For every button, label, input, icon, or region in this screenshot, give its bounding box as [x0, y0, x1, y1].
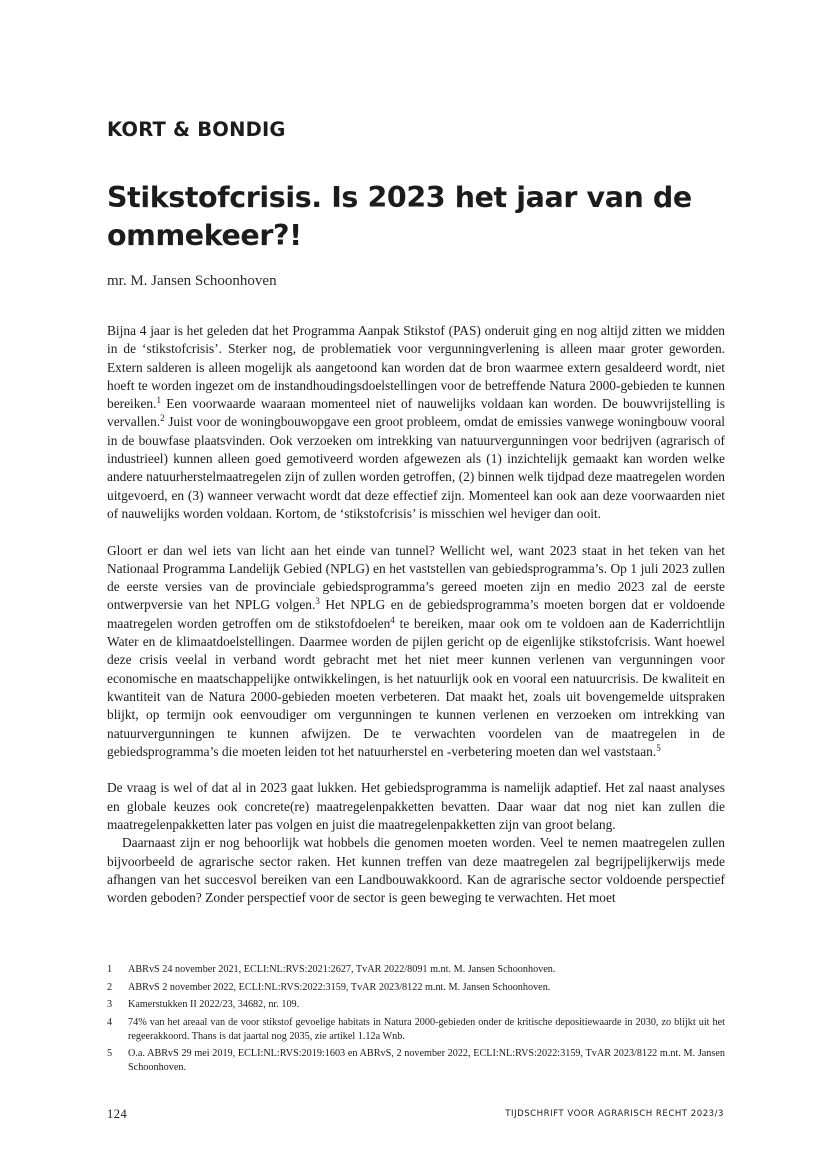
paragraph-4: Daarnaast zijn er nog behoorlijk wat hobbels die genomen moeten worden. Veel te nemen maatregelen zullen bijvoorbeeld de agrarische sector raken. Het kunnen treffen van deze maatregelen zal begrijpelijkerwijs mede afhangen van het succesvol bereiken van een Landbouwakkoord. Kan de agrarische sector voldoende perspectief worden geboden? Zonder perspectief voor de sector is geen beweging te verwachten. Het moet	[107, 835, 725, 906]
section-label: KORT & BONDIG	[107, 118, 286, 141]
footnote-number: 3	[107, 999, 113, 1010]
journal-name: TIJDSCHRIFT VOOR AGRARISCH RECHT 2023/3	[505, 1109, 724, 1119]
article-title: Stikstofcrisis. Is 2023 het jaar van de ommekeer?!	[107, 181, 692, 252]
footnote-text: ABRvS 24 november 2021, ECLI:NL:RVS:2021:2627, TvAR 2022/8091 m.nt. M. Jansen Schoonhoven.	[128, 964, 556, 975]
footnote-text: Kamerstukken II 2022/23, 34682, nr. 109.	[128, 999, 300, 1010]
footnote-ref-5[interactable]: 5	[656, 742, 661, 753]
footnote-4	[107, 1016, 725, 1044]
footnote-ref-3[interactable]: 3	[315, 596, 320, 607]
footnotes-list	[107, 963, 725, 1079]
footnote-2	[107, 981, 725, 995]
footnote-text: O.a. ABRvS 29 mei 2019, ECLI:NL:RVS:2019:1603 en ABRvS, 2 november 2022, ECLI:NL:RVS:2022:3159, TvAR 2023/8122 m.nt. M. Jansen Schoonhoven.	[128, 1048, 725, 1074]
paragraph-1: Bijna 4 jaar is het geleden dat het Programma Aanpak Stikstof (PAS) onderuit ging en nog altijd zitten we midden in de ‘stikstofcrisis’. Sterker nog, de problematiek voor vergunningverlening is alleen maar groter geworden. Extern salderen is alleen mogelijk als aangetoond kan worden dat de bron waarmee extern gesaldeerd wordt, niet hoeft te worden ingezet om de instandhoudingsdoelstellingen voor de betreffende Natura 2000-gebieden te kunnen bereiken.$^1$ Een voorwaarde waaraan momenteel niet of nauwelijks voldaan kan worden. De bouwvrijstelling is vervallen.$^2$ Juist voor de woningbouwopgave een groot probleem, omdat de emissies vanwege woningbouw vooral in de bouwfase plaatsvinden. Ook verzoeken om intrekking van natuurvergunningen voor bedrijven (agrarisch of industrieel) kunnen alleen goed gemotiveerd worden afgewezen als (1) inzichtelijk gemaakt kan worden welke andere natuurherstelmaatregelen zijn of zullen worden getroffen, (2) binnen welk tijdpad deze maatregelen worden uitgevoerd, en (3) wanneer verwacht wordt dat deze effectief zijn. Momenteel kan ook aan deze voorwaarden niet of nauwelijks worden voldaan. Kortom, de ‘stikstofcrisis’ is misschien wel heviger dan ooit.	[107, 323, 725, 521]
footnote-text: 74% van het areaal van de voor stikstof gevoelige habitats in Natura 2000-gebieden onder de kritische depositiewaarde in 2030, zo blijkt uit het regeerakkoord. Thans is dat jaartal nog 2035, zie artikel 1.12a Wnb.	[128, 1016, 725, 1042]
footnote-ref-1[interactable]: 1	[156, 395, 161, 406]
footnote-ref-2[interactable]: 2	[160, 413, 165, 424]
footnote-number: 5	[107, 1048, 113, 1060]
footnote-1	[107, 963, 725, 977]
paragraph-3: De vraag is wel of dat al in 2023 gaat lukken. Het gebiedsprogramma is namelijk adaptief. Het zal naast analyses en globale keuzes ook concrete(re) maatregelenpakketten bevatten. Daar waar dat nog niet kan zullen die maatregelenpakketten later pas volgen en juist die maatregelenpakketten zijn van groot belang.	[107, 780, 725, 833]
author-name: mr. M. Jansen Schoonhoven	[107, 273, 277, 289]
footnote-text: ABRvS 2 november 2022, ECLI:NL:RVS:2022:3159, TvAR 2023/8122 m.nt. M. Jansen Schoonhoven.	[128, 981, 551, 993]
footnote-number: 1	[107, 964, 113, 975]
footnote-ref-4[interactable]: 4	[390, 614, 395, 625]
footnote-number: 2	[107, 981, 113, 993]
page-number: 124	[107, 1107, 128, 1121]
paragraph-2: Gloort er dan wel iets van licht aan het einde van tunnel? Wellicht wel, want 2023 staat in het teken van het Nationaal Programma Landelijk Gebied (NPLG) en het vaststellen van gebiedsprogramma’s. Op 1 juli 2023 zullen de eerste versies van de provinciale gebiedsprogramma’s gereed moeten zijn en medio 2023 zal de eerste ontwerpversie van het NPLG volgen.$^3$ Het NPLG en de gebiedsprogramma’s moeten borgen dat er voldoende maatregelen worden getroffen om de stikstofdoelen$^4$ te bereiken, maar ook om te voldoen aan de Kaderrichtlijn Water en de klimaatdoelstellingen. Daarmee worden de pijlen gericht op de eigenlijke stikstofcrisis. Want hoewel deze crisis veelal in verband wordt gebracht met het niet meer kunnen verlenen van vergunningen voor economische en maatschappelijke ontwikkelingen, is het natuurlijk ook en vooral een natuurcrisis. De kwaliteit en kwantiteit van de Natura 2000-gebieden moeten verbeteren. Dat maakt het, zoals uit bovengemelde uitspraken blijkt, op termijn ook eenvoudiger om vergunningen te kunnen verlenen en verzoeken om intrekking van natuurvergunningen te kunnen afwijzen. De te verwachten voordelen van de maatregelen in de gebiedsprogramma’s die moeten leiden tot het natuurherstel en -verbetering moeten dan wel vaststaan.$^5$	[107, 542, 725, 759]
footnote-3	[107, 998, 725, 1012]
footnote-5	[107, 1047, 725, 1075]
article-body	[107, 322, 725, 908]
footnote-number: 4	[107, 1016, 113, 1028]
